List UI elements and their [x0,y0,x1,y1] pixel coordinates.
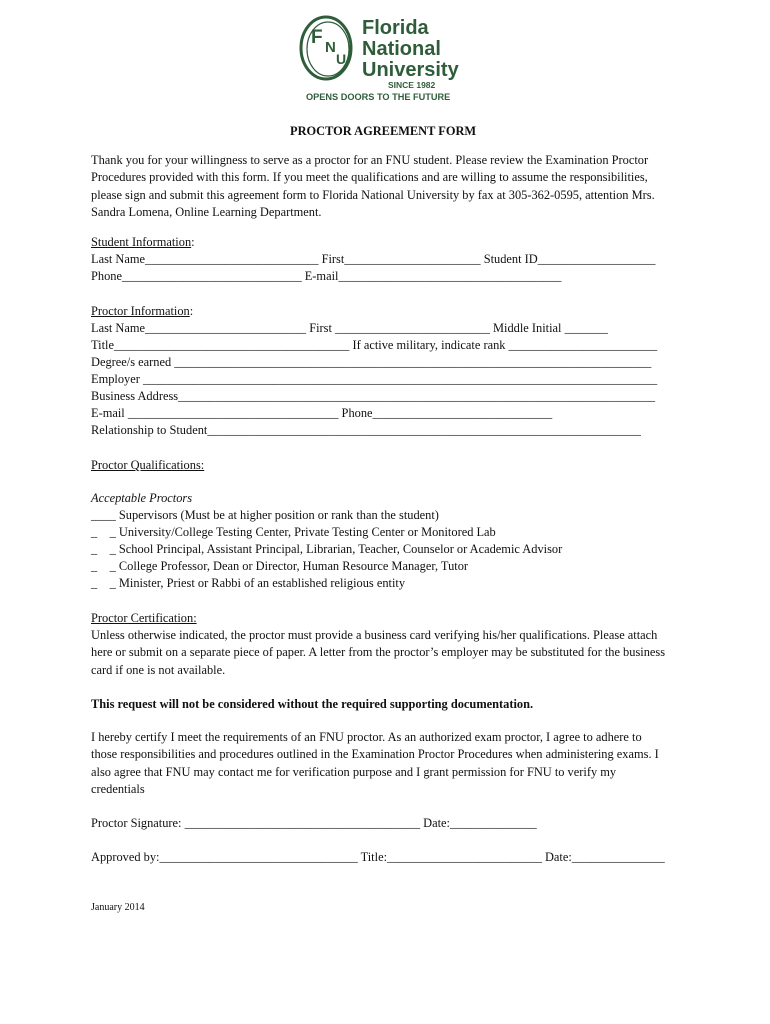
certification-paragraph [91,627,691,679]
proctor-signature-row[interactable]: Proctor Signature: ______________________________________ Date:______________ [91,816,537,830]
certification-heading: Proctor Certification: [91,611,197,625]
certification-line: here or submit on a separate piece of paper. A letter from the proctor’s employer may be substituted for the business [91,645,666,660]
fnu-logo [298,12,470,104]
student-info-heading-colon: : [191,235,195,249]
certification-line: card if one is not available. [91,662,226,677]
logo-name-line3: University [362,59,459,81]
intro-line: Procedures provided with this form. If you meet the qualifications and are willing to assume the responsibilities, [91,170,648,185]
footer-date: January 2014 [91,902,145,913]
intro-paragraph [91,152,691,221]
student-info-heading-text: Student Information [91,235,192,249]
student-info-heading [91,234,195,251]
qualification-option-testing-center[interactable]: _ _ University/College Testing Center, Private Testing Center or Monitored Lab [91,525,496,539]
intro-line: Sandra Lomena, Online Learning Department. [91,204,322,219]
acceptable-proctors-heading: Acceptable Proctors [91,491,193,505]
logo-monogram-n: N [325,39,336,56]
qualification-option-clergy[interactable]: _ _ Minister, Priest or Rabbi of an established religious entity [91,576,406,590]
proctor-employer-row[interactable]: Employer ___________________________________________________________________________________ [91,372,658,386]
student-contact-row[interactable]: Phone_____________________________ E-mail____________________________________ [91,269,562,283]
intro-line: Thank you for your willingness to serve as a proctor for an FNU student. Please review the Examination Proctor [91,153,649,167]
certify-line: also agree that FNU may contact me for verification purpose and I grant permission for FNU to verify my [91,764,617,779]
logo-tagline: OPENS DOORS TO THE FUTURE [306,92,451,102]
approval-row[interactable]: Approved by:________________________________ Title:_________________________ Date:_______________ [91,850,665,864]
proctor-info-heading-colon: : [189,304,194,318]
proctor-info-heading [91,303,193,320]
proctor-name-row[interactable]: Last Name__________________________ First _________________________ Middle Initial _______ [91,321,608,335]
form-title: PROCTOR AGREEMENT FORM [290,124,477,138]
proctor-relationship-row[interactable]: Relationship to Student______________________________________________________________________ [91,423,642,437]
qualification-option-supervisors[interactable]: ____ Supervisors (Must be at higher position or rank than the student) [91,508,439,522]
documentation-warning: This request will not be considered without the required supporting documentation. [91,697,534,711]
proctor-title-row[interactable]: Title______________________________________ If active military, indicate rank ________________________ [91,338,658,352]
qualifications-heading: Proctor Qualifications: [91,458,205,472]
logo-monogram-f: F [311,27,323,48]
certify-paragraph [91,729,691,798]
logo-name-line2: National [362,38,441,60]
qualification-option-college-staff[interactable]: _ _ College Professor, Dean or Director, Human Resource Manager, Tutor [91,559,469,573]
logo-since: SINCE 1982 [388,80,436,90]
intro-line: please sign and submit this agreement form to Florida National University by fax at 305-362-0595, attention Mrs. [91,187,655,202]
proctor-degree-row[interactable]: Degree/s earned _____________________________________________________________________________ [91,355,652,369]
logo-name-line1: Florida [362,17,429,39]
certification-line: Unless otherwise indicated, the proctor must provide a business card verifying his/her qualifications. Please attach [91,628,658,642]
logo-monogram-u: U [336,51,347,67]
proctor-address-row[interactable]: Business Address_____________________________________________________________________________ [91,389,656,403]
certify-line: I hereby certify I meet the requirements of an FNU proctor. As an authorized exam proctor, I agree to adhere to [91,730,642,744]
certify-line: credentials [91,781,145,796]
proctor-info-heading-text: Proctor Information [91,304,190,318]
proctor-contact-row[interactable]: E-mail __________________________________ Phone_____________________________ [91,406,553,420]
qualification-option-school-staff[interactable]: _ _ School Principal, Assistant Principal, Librarian, Teacher, Counselor or Academic Advisor [91,542,563,556]
certify-line: those responsibilities and procedures outlined in the Examination Proctor Procedures when administering exams. I [91,747,659,762]
student-name-row[interactable]: Last Name____________________________ First______________________ Student ID___________________ [91,252,656,266]
